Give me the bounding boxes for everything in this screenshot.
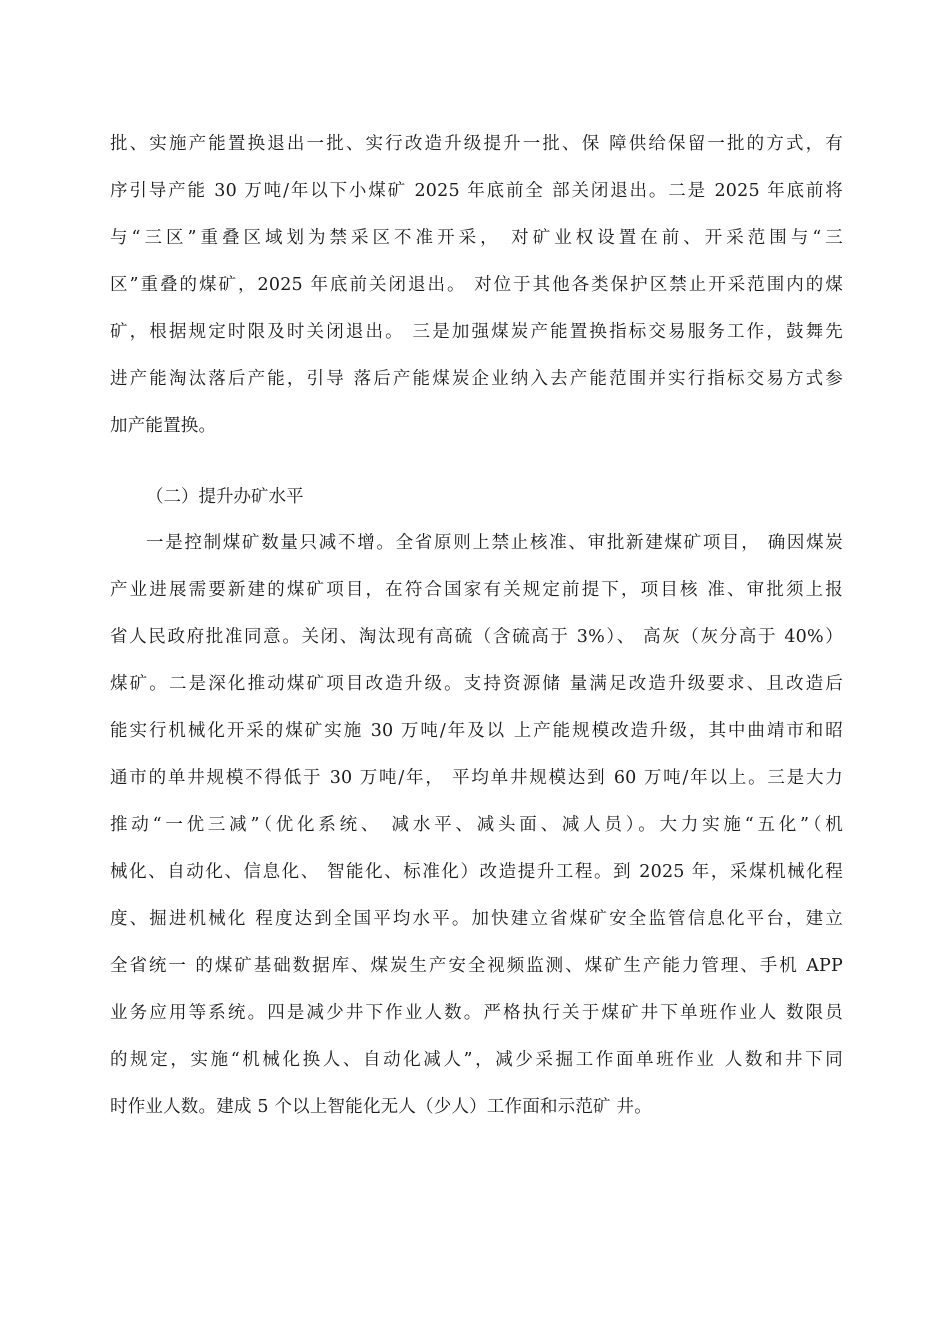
text-line: 矿，根据规定时限及时关闭退出。 三是加强煤炭产能置换指标交易服务工作，鼓舞先 — [110, 322, 843, 342]
text-line: 一是控制煤矿数量只减不增。全省原则上禁止核准、审批新建煤矿项目， 确因煤炭 — [146, 533, 843, 553]
text-line: 进产能淘汰落后产能，引导 落后产能煤炭企业纳入去产能范围并实行指标交易方式参 — [110, 369, 843, 389]
text-line: 的规定，实施“机械化换人、自动化减人”，减少采掘工作面单班作业 人数和井下同 — [110, 1050, 843, 1070]
text-line: 全省统一 的煤矿基础数据库、煤炭生产安全视频监测、煤矿生产能力管理、手机 APP — [110, 956, 843, 976]
section-heading: （二）提升办矿水平 — [146, 487, 304, 507]
text-line: 时作业人数。建成 5 个以上智能化无人（少人）工作面和示范矿 井。 — [110, 1097, 652, 1117]
text-line: 度、掘进机械化 程度达到全国平均水平。加快建立省煤矿安全监管信息化平台，建立 — [110, 909, 843, 929]
text-line: 与“三区”重叠区域划为禁采区不准开采， 对矿业权设置在前、开采范围与“三 — [110, 228, 843, 248]
text-line: 产业进展需要新建的煤矿项目，在符合国家有关规定前提下，项目核 准、审批须上报 — [110, 580, 843, 600]
text-line: 加产能置换。 — [110, 416, 217, 436]
text-line: 推动“一优三减”（优化系统、 减水平、减头面、减人员）。大力实施“五化”（机 — [110, 815, 843, 835]
text-line: 通市的单井规模不得低于 30 万吨/年， 平均单井规模达到 60 万吨/年以上。三是大力 — [110, 768, 843, 788]
text-line: 序引导产能 30 万吨/年以下小煤矿 2025 年底前全 部关闭退出。二是 2025 年底前将 — [110, 181, 843, 201]
text-line: 煤矿。二是深化推动煤矿项目改造升级。支持资源储 量满足改造升级要求、且改造后 — [110, 674, 843, 694]
text-line: 业务应用等系统。四是减少井下作业人数。严格执行关于煤矿井下单班作业人 数限员 — [110, 1003, 843, 1023]
text-line: 区”重叠的煤矿，2025 年底前关闭退出。 对位于其他各类保护区禁止开采范围内的煤 — [110, 275, 843, 295]
text-line: 械化、自动化、信息化、 智能化、标准化）改造提升工程。到 2025 年，采煤机械化程 — [110, 862, 843, 882]
text-line: 批、实施产能置换退出一批、实行改造升级提升一批、保 障供给保留一批的方式，有 — [110, 134, 843, 154]
text-line: 能实行机械化开采的煤矿实施 30 万吨/年及以 上产能规模改造升级，其中曲靖市和昭 — [110, 721, 843, 741]
text-line: 省人民政府批准同意。关闭、淘汰现有高硫（含硫高于 3%）、 高灰（灰分高于 40%） — [110, 627, 843, 647]
